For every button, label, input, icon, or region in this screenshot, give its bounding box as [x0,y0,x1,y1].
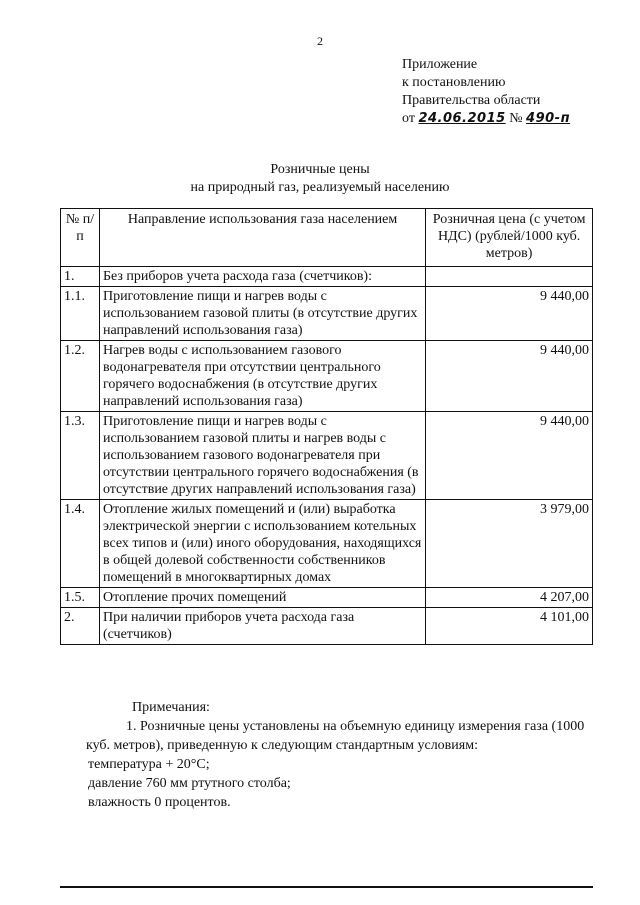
note-pressure: давление 760 мм ртутного столба; [88,776,291,791]
page-number: 2 [317,34,323,48]
handwritten-date: 24.06.2015 [418,111,506,126]
row-num: 1.3. [61,412,100,500]
title-line-1: Розничные цены [270,162,370,177]
note-temperature: температура + 20°С; [88,757,210,772]
row-price: 9 440,00 [426,412,593,500]
title-line-2: на природный газ, реализуемый населению [190,180,450,195]
row-num: 1. [61,267,100,287]
table-row [61,412,593,500]
row-price [426,267,593,287]
row-direction: Отопление прочих помещений [99,588,425,608]
row-num: 1.2. [61,341,100,412]
row-price: 3 979,00 [426,500,593,588]
document-title [0,161,640,197]
appendix-date-line [402,110,570,128]
row-price: 9 440,00 [426,287,593,341]
row-direction: При наличии приборов учета расхода газа (счетчиков) [99,608,425,645]
number-prefix: № [509,111,523,126]
row-num: 1.1. [61,287,100,341]
table-row [61,588,593,608]
note-item-1: 1. Розничные цены установлены на объемную единицу измерения газа (1000 куб. метров), приведенную к следующим стандартным условиям: [86,719,585,753]
row-direction: Нагрев воды с использованием газового водонагревателя при отсутствии центрального горячего водоснабжения (в отсутствие других направлений использования газа) [99,341,425,412]
row-direction: Без приборов учета расхода газа (счетчиков): [99,267,425,287]
date-prefix: от [402,111,415,126]
row-price: 4 207,00 [426,588,593,608]
header-direction: Направление использования газа населением [99,209,425,267]
notes-heading: Примечания: [132,700,210,715]
table-row [61,267,593,287]
bottom-rule [60,886,593,888]
row-direction: Отопление жилых помещений и (или) выработка электрической энергии с использованием котельных всех типов и (или) иного оборудования, находящихся в общей долевой собственности собственников помещений в многоквартирных домах [99,500,425,588]
notes-section [88,698,593,812]
appendix-line-3: Правительства области [402,93,541,108]
table-row [61,608,593,645]
row-price: 4 101,00 [426,608,593,645]
header-price: Розничная цена (с учетом НДС) (рублей/1000 куб. метров) [426,209,593,267]
appendix-line-1: Приложение [402,57,478,72]
appendix-header [402,56,570,128]
table-row [61,500,593,588]
price-table [60,208,593,645]
header-num: № п/п [61,209,100,267]
table-row [61,341,593,412]
table-row [61,287,593,341]
row-num: 2. [61,608,100,645]
table-header-row [61,209,593,267]
row-direction: Приготовление пищи и нагрев воды с использованием газовой плиты и нагрев воды с использованием газового водонагревателя при отсутствии центрального горячего водоснабжения (в отсутствие других направлений использования газа) [99,412,425,500]
note-humidity: влажность 0 процентов. [88,795,231,810]
row-price: 9 440,00 [426,341,593,412]
row-direction: Приготовление пищи и нагрев воды с использованием газовой плиты (в отсутствие других направлений использования газа) [99,287,425,341]
row-num: 1.4. [61,500,100,588]
handwritten-number: 490-п [526,111,571,126]
row-num: 1.5. [61,588,100,608]
appendix-line-2: к постановлению [402,75,506,90]
